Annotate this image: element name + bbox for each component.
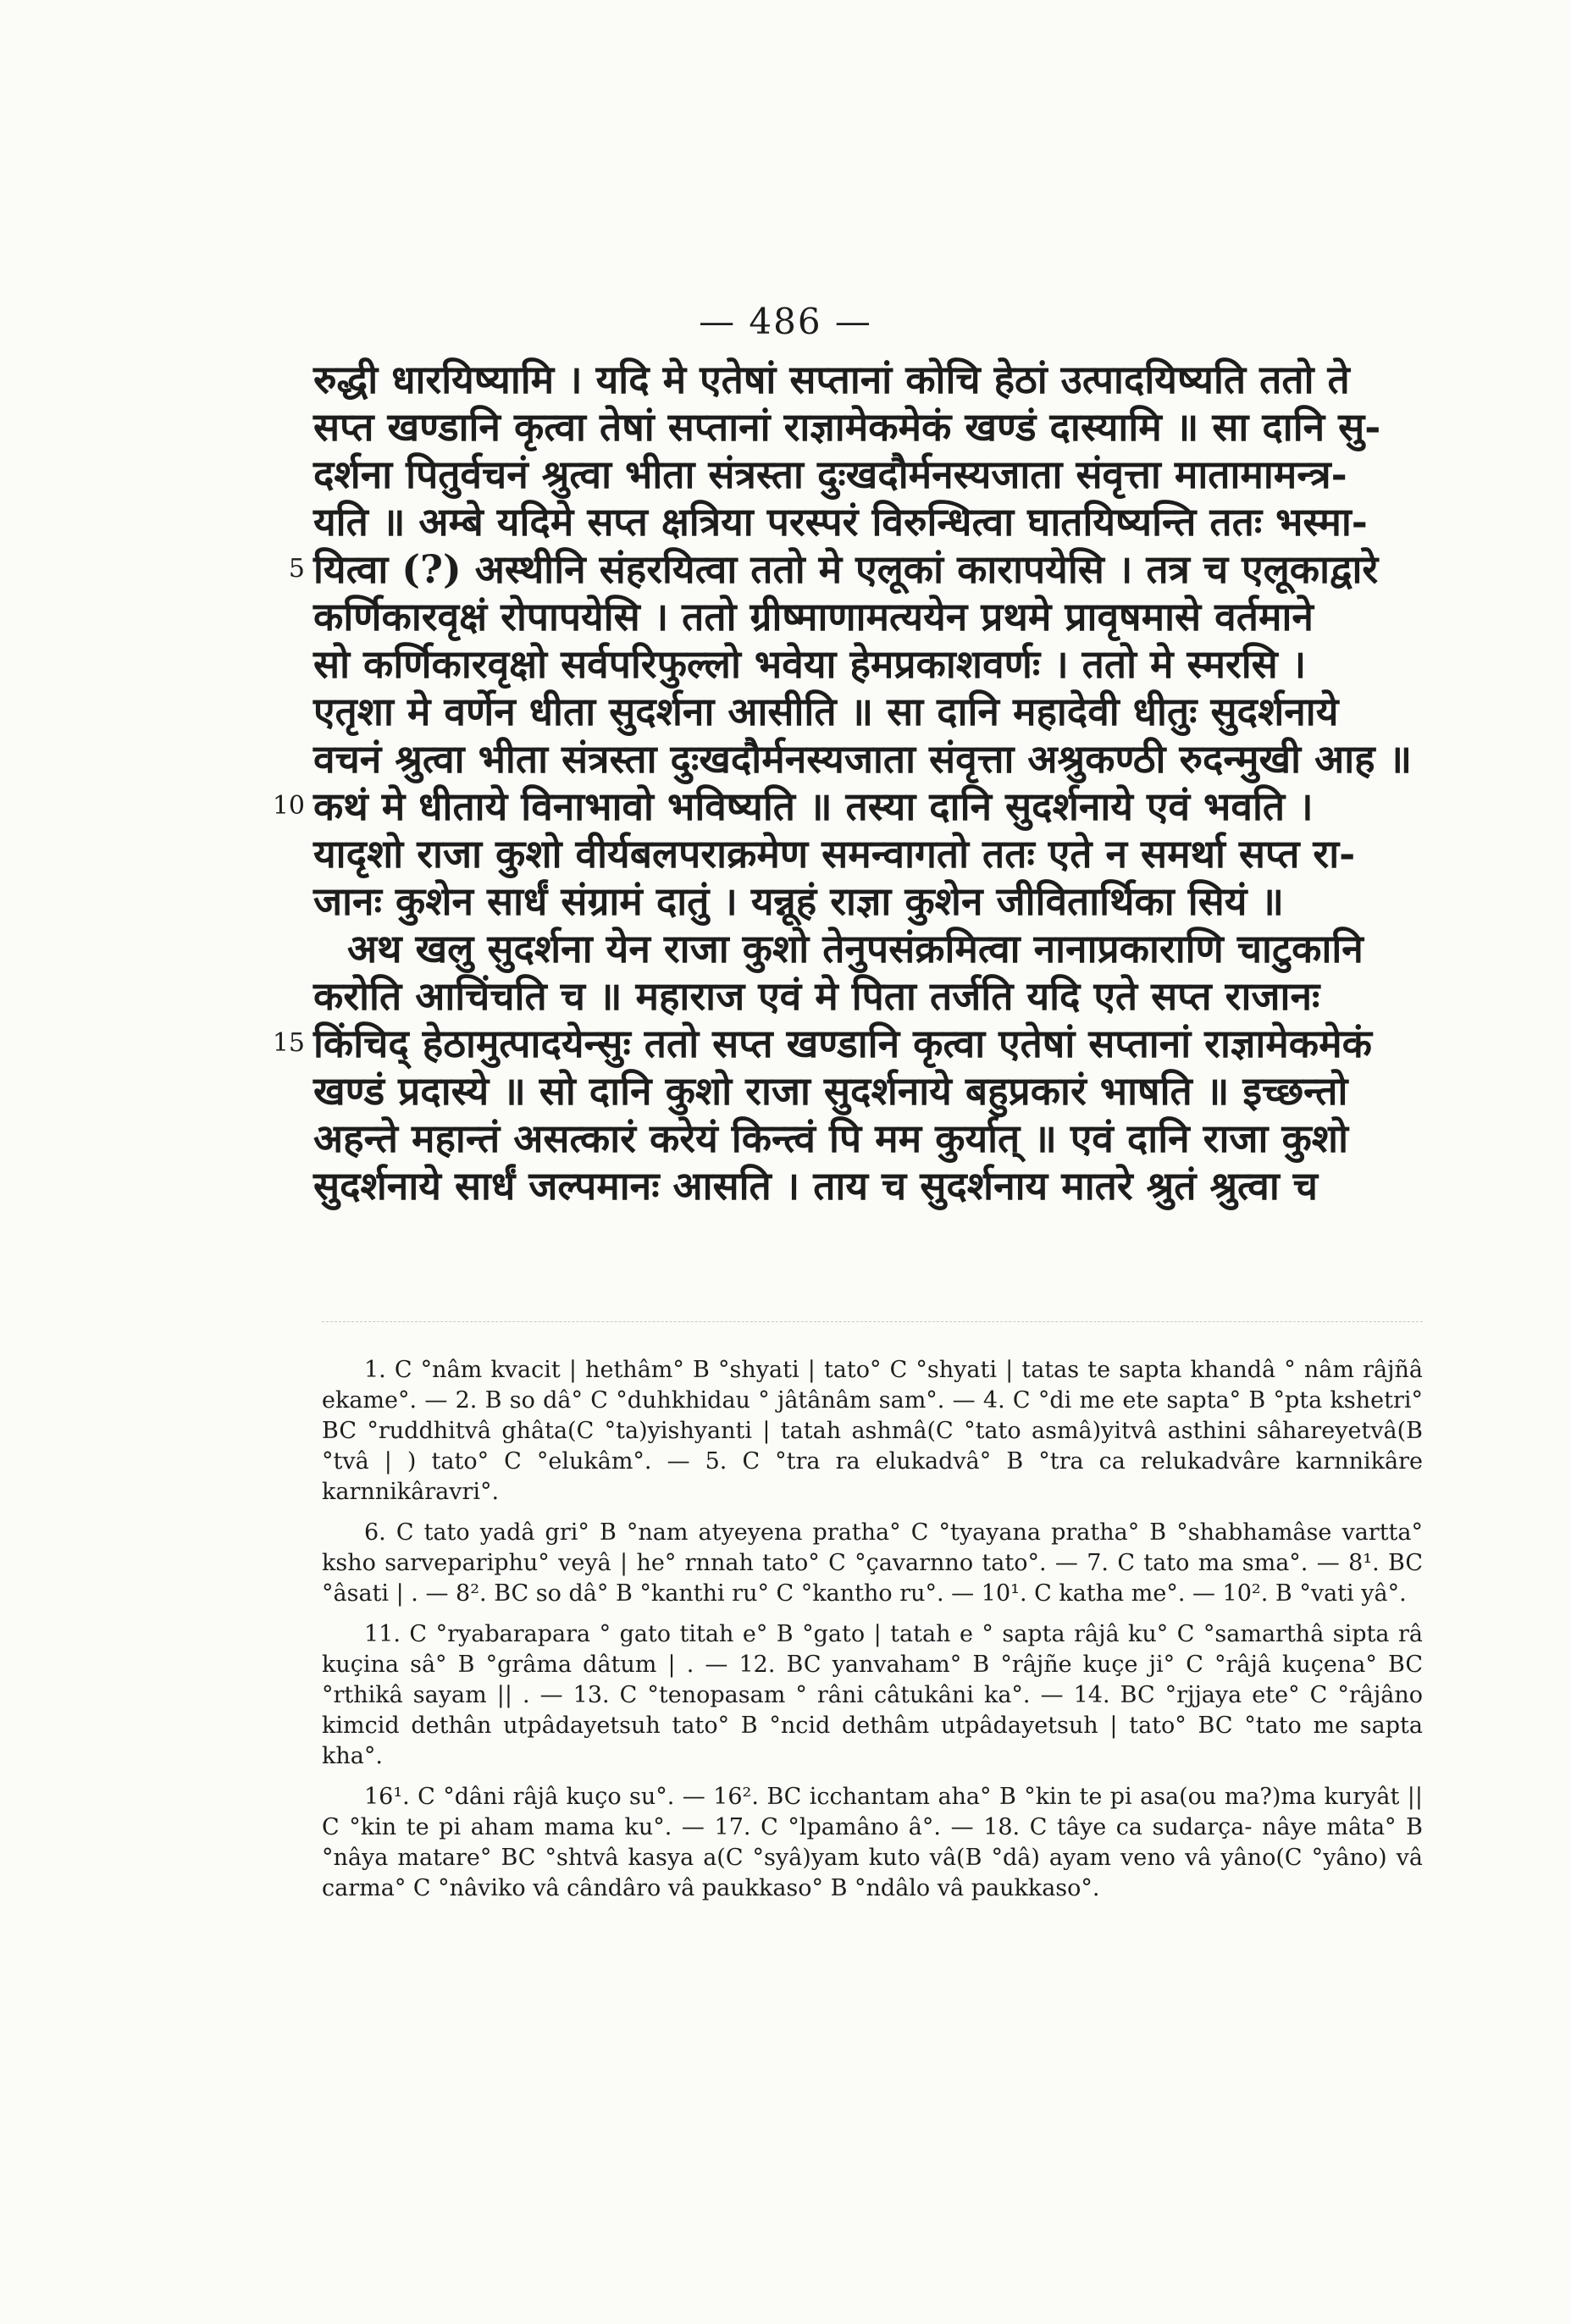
line-text: एतृशा मे वर्णेन धीता सुदर्शना आसीति ॥ सा दानि महादेवी धीतुः सुदर्शनाये bbox=[313, 689, 1339, 734]
line-text: दर्शना पितुर्वचनं श्रुत्वा भीता संत्रस्ता दुःखदौर्मनस्यजाता संवृत्ता मातामामन्त्र- bbox=[313, 451, 1347, 497]
line-text: अहन्ते महान्तं असत्कारं करेयं किन्त्वं पि मम कुर्यात् ॥ एवं दानि राजा कुशो bbox=[313, 1115, 1348, 1161]
text-line bbox=[313, 498, 1431, 545]
line-text: किंचिद् हेठामुत्पादयेन्सुः ततो सप्त खण्डानि कृत्वा एतेषां सप्तानां राज्ञामेकमेकं bbox=[313, 1021, 1372, 1066]
line-text: सप्त खण्डानि कृत्वा तेषां सप्तानां राज्ञामेकमेकं खण्डं दास्यामि ॥ सा दानि सु- bbox=[313, 404, 1381, 450]
line-text: रुद्धी धारयिष्यामि । यदि मे एतेषां सप्तानां कोचि हेठां उत्पादयिष्यति ततो ते bbox=[313, 357, 1350, 402]
text-line bbox=[272, 1020, 1431, 1067]
text-line bbox=[313, 593, 1431, 640]
text-line bbox=[313, 830, 1431, 877]
line-text: कर्णिकारवृक्षं रोपापयेसि । ततो ग्रीष्माणामत्ययेन प्रथमे प्रावृषमासे वर्तमाने bbox=[313, 594, 1314, 639]
sanskrit-text-block bbox=[272, 356, 1431, 1209]
text-line bbox=[313, 1162, 1431, 1209]
text-line bbox=[313, 451, 1431, 498]
divider bbox=[322, 1321, 1423, 1322]
text-line bbox=[313, 688, 1431, 735]
text-line bbox=[313, 877, 1431, 925]
page-number: — 486 — bbox=[699, 301, 872, 342]
text-line bbox=[313, 640, 1431, 688]
text-line bbox=[313, 925, 1431, 972]
line-text: करोति आचिंचति च ॥ महाराज एवं मे पिता तर्जति यदि एते सप्त राजानः bbox=[313, 973, 1320, 1019]
text-line bbox=[288, 545, 1431, 593]
text-line bbox=[313, 1067, 1431, 1115]
line-text: अथ खलु सुदर्शना येन राजा कुशो तेनुपसंक्रमित्वा नानाप्रकाराणि चाटुकानि bbox=[347, 926, 1364, 971]
line-text: खण्डं प्रदास्ये ॥ सो दानि कुशो राजा सुदर्शनाये बहुप्रकारं भाषति ॥ इच्छन्तो bbox=[313, 1068, 1348, 1114]
text-line bbox=[313, 972, 1431, 1020]
line-text: जानः कुशेन सार्धं संग्रामं दातुं । यन्नूहं राज्ञा कुशेन जीवितार्थिका सियं ॥ bbox=[313, 878, 1284, 924]
text-line bbox=[272, 783, 1431, 830]
text-line bbox=[313, 735, 1431, 783]
line-number: 10 bbox=[272, 791, 305, 821]
line-text: सो कर्णिकारवृक्षो सर्वपरिफुल्लो भवेया हेमप्रकाशवर्णः । ततो मे स्मरसि । bbox=[313, 641, 1307, 687]
footnote: 6. C tato yadâ gri° B °nam atyeyena pratha° C °tyayana pratha° B °shabhamâse vartta° ksho sarvepariphu° veyâ | he° rnnah tato° C °çavarnno tato°. — 7. C tato ma sma°. — 8¹. BC °âsati | . — 8². BC so dâ° B °kanthi ru° C °kantho ru°. — 10¹. C katha me°. — 10². B °vati yâ°. bbox=[322, 1519, 1423, 1607]
line-number: 15 bbox=[272, 1028, 305, 1058]
line-number: 5 bbox=[288, 554, 305, 584]
text-line bbox=[313, 1115, 1431, 1162]
line-text: यित्वा (?) अस्थीनि संहरयित्वा ततो मे एलूकां कारापयेसि । तत्र च एलूकाद्वारे bbox=[313, 546, 1379, 592]
line-text: यादृशो राजा कुशो वीर्यबलपराक्रमेण समन्वागतो ततः एते न समर्था सप्त रा- bbox=[313, 831, 1356, 877]
footnote: 1. C °nâm kvacit | hethâm° B °shyati | tato° C °shyati | tatas te sapta khandâ ° nâm râjñâ ekame°. — 2. B so dâ° C °duhkhidau ° jâtânâm sam°. — 4. C °di me ete sapta° B °pta kshetri° BC °ruddhitvâ ghâta(C °ta)yishyanti | tatah ashmâ(C °tato asmâ)yitvâ asthini sâhareyetvâ(B °tvâ | ) tato° C °elukâm°. — 5. C °tra ra elukadvâ° B °tra ca relukadvâre karnnikâre karnnikâravri°. bbox=[322, 1357, 1423, 1505]
line-text: वचनं श्रुत्वा भीता संत्रस्ता दुःखदौर्मनस्यजाता संवृत्ता अश्रुकण्ठी रुदन्मुखी आह ॥ bbox=[313, 736, 1413, 782]
footnote: 11. C °ryabarapara ° gato titah e° B °gato | tatah e ° sapta râjâ ku° C °samarthâ sipta râ kuçina sâ° B °grâma dâtum | . — 12. BC yanvaham° B °râjñe kuçe ji° C °râjâ kuçena° BC °rthikâ sayam || . — 13. C °tenopasam ° râni câtukâni ka°. — 14. BC °rjjaya ete° C °râjâno kimcid dethân utpâdayetsuh tato° B °ncid dethâm utpâdayetsuh | tato° BC °tato me sapta kha°. bbox=[322, 1621, 1423, 1769]
footnotes-block bbox=[322, 1355, 1423, 1914]
line-text: कथं मे धीताये विनाभावो भविष्यति ॥ तस्या दानि सुदर्शनाये एवं भवति । bbox=[313, 783, 1314, 829]
text-line bbox=[313, 356, 1431, 403]
line-text: यति ॥ अम्बे यदिमे सप्त क्षत्रिया परस्परं विरुन्धित्वा घातयिष्यन्ति ततः भस्मा- bbox=[313, 499, 1368, 545]
line-text: सुदर्शनाये सार्धं जल्पमानः आसति । ताय च सुदर्शनाय मातरे श्रुतं श्रुत्वा च bbox=[313, 1163, 1318, 1209]
text-line bbox=[313, 403, 1431, 451]
footnote: 16¹. C °dâni râjâ kuço su°. — 16². BC icchantam aha° B °kin te pi asa(ou ma?)ma kuryât || C °kin te pi aham mama ku°. — 17. C °lpamâno â°. — 18. C tâye ca sudarça- nâye mâta° B °nâya matare° BC °shtvâ kasya a(C °syâ)yam kuto vâ(B °dâ) ayam veno vâ yâno(C °yâno) vâ carma° C °nâviko vâ cândâro vâ paukkaso° B °ndâlo vâ paukkaso°. bbox=[322, 1784, 1423, 1901]
